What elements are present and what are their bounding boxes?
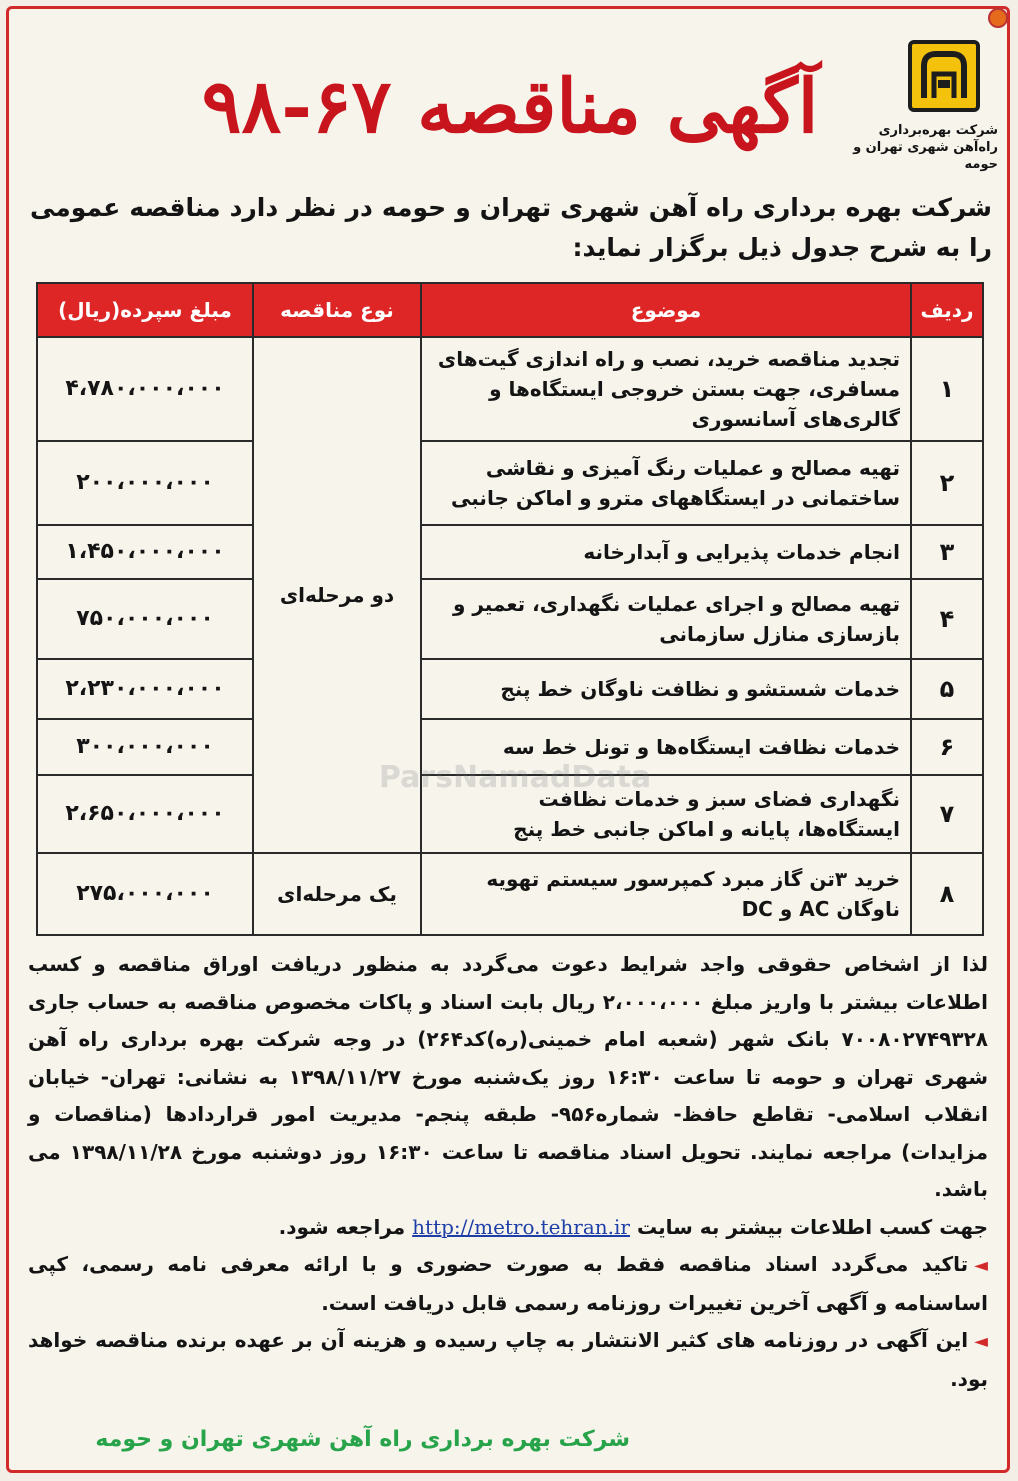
row-number: ۳ (911, 525, 983, 579)
page-title: آگهی مناقصه ۶۷-۹۸ (201, 64, 819, 150)
footer-signature: شرکت بهره برداری راه آهن شهری تهران و حومه (95, 1427, 630, 1452)
row-subject: انجام خدمات پذیرایی و آبدارخانه (421, 525, 911, 579)
watermark: ParsNamadData (378, 760, 652, 795)
row-subject: خرید ۳تن گاز مبرد کمپرسور سیستم تهویه ناوگان AC و DC (421, 853, 911, 935)
row-number: ۸ (911, 853, 983, 935)
table-row (37, 719, 983, 775)
table-row (37, 525, 983, 579)
row-number: ۴ (911, 579, 983, 659)
note-2-text: این آگهی در روزنامه های کثیر الانتشار به چاپ رسیده و هزینه آن بر عهده برنده مناقصه خواهد بود. (28, 1328, 988, 1391)
note-2 (28, 1322, 988, 1398)
row-subject: تجدید مناقصه خرید، نصب و راه اندازی گیت‌های مسافری، جهت بستن خروجی ایستگاه‌ها و گالری‌های آسانسوری (421, 337, 911, 441)
bullet-arrow-icon: ◄ (974, 1255, 988, 1276)
row-number: ۱ (911, 337, 983, 441)
row-subject: تهیه مصالح و اجرای عملیات نگهداری، تعمیر و بازسازی منازل سازمانی (421, 579, 911, 659)
row-deposit: ۲،۲۳۰،۰۰۰،۰۰۰ (37, 659, 253, 719)
logo-company-name (828, 122, 998, 173)
note-1 (28, 1246, 988, 1322)
body-text (28, 946, 988, 1398)
row-number: ۶ (911, 719, 983, 775)
logo-company-line1: شرکت بهره‌برداری (878, 123, 998, 138)
header-row-number: ردیف (911, 283, 983, 337)
corner-dot-icon (988, 8, 1008, 28)
row-deposit: ۲۰۰،۰۰۰،۰۰۰ (37, 441, 253, 525)
intro-text: شرکت بهره برداری راه آهن شهری تهران و حومه در نظر دارد مناقصه عمومی را به شرح جدول ذیل برگزار نماید: (30, 193, 992, 262)
row-subject: خدمات نظافت ایستگاه‌ها و تونل خط سه (421, 719, 911, 775)
row-number: ۷ (911, 775, 983, 853)
row-number: ۲ (911, 441, 983, 525)
table-header-row (37, 283, 983, 337)
table-row (37, 775, 983, 853)
header-deposit: مبلغ سپرده(ریال) (37, 283, 253, 337)
row-deposit: ۳۰۰،۰۰۰،۰۰۰ (37, 719, 253, 775)
body-paragraph: لذا از اشخاص حقوقی واجد شرایط دعوت می‌گردد به منظور دریافت اوراق مناقصه و کسب اطلاعات بیشتر با واریز مبلغ ۲،۰۰۰،۰۰۰ ریال بابت اسناد و پاکات مخصوص مناقصه به حساب جاری ۷۰۰۸۰۲۷۴۹۳۲۸ بانک شهر (شعبه امام خمینی(ره)کد۲۶۴) در وجه شرکت بهره برداری راه آهن شهری تهران و حومه تا ساعت ۱۶:۳۰ روز یک‌شنبه مورخ ۱۳۹۸/۱۱/۲۷ به نشانی: تهران- خیابان انقلاب اسلامی- تقاطع حافظ- شماره۹۵۶- طبقه پنجم- مدیریت امور قراردادها (مناقصات و مزایدات) مراجعه نمایند. تحویل اسناد مناقصه تا ساعت ۱۶:۳۰ روز دوشنبه مورخ ۱۳۹۸/۱۱/۲۸ می باشد. (28, 952, 989, 1201)
metro-logo-icon (908, 40, 980, 112)
table-row (37, 579, 983, 659)
header-type: نوع مناقصه (253, 283, 421, 337)
row-deposit: ۴،۷۸۰،۰۰۰،۰۰۰ (37, 337, 253, 441)
logo-company-line2: راه‌آهن شهری تهران و حومه (853, 140, 998, 172)
row-deposit: ۷۵۰،۰۰۰،۰۰۰ (37, 579, 253, 659)
header-subject: موضوع (421, 283, 911, 337)
table-row (37, 853, 983, 935)
row-deposit: ۱،۴۵۰،۰۰۰،۰۰۰ (37, 525, 253, 579)
row-subject: تهیه مصالح و عملیات رنگ آمیزی و نقاشی ساختمانی در ایستگاههای مترو و اماکن جانبی (421, 441, 911, 525)
header (20, 30, 998, 175)
site-prefix: جهت کسب اطلاعات بیشتر به سایت (636, 1214, 988, 1239)
row-type-two-stage: دو مرحله‌ای (253, 337, 421, 853)
row-type-one-stage: یک مرحله‌ای (253, 853, 421, 935)
tender-table (36, 282, 984, 936)
row-number: ۵ (911, 659, 983, 719)
row-subject: نگهداری فضای سبز و خدمات نظافت ایستگاه‌ها، پایانه و اماکن جانبی خط پنج (421, 775, 911, 853)
table-row (37, 337, 983, 441)
row-deposit: ۲،۶۵۰،۰۰۰،۰۰۰ (37, 775, 253, 853)
site-suffix: مراجعه شود. (278, 1214, 406, 1239)
row-deposit: ۲۷۵،۰۰۰،۰۰۰ (37, 853, 253, 935)
table-row (37, 441, 983, 525)
row-subject: خدمات شستشو و نظافت ناوگان خط پنج (421, 659, 911, 719)
site-line (28, 1209, 988, 1247)
table-row (37, 659, 983, 719)
note-1-text: تاکید می‌گردد اسناد مناقصه فقط به صورت حضوری و با ارائه معرفی نامه رسمی، کپی اساسنامه و آگهی آخرین تغییرات روزنامه رسمی قابل دریافت است. (28, 1252, 988, 1315)
site-link[interactable]: http://metro.tehran.ir (412, 1214, 630, 1239)
bullet-arrow-icon: ◄ (974, 1331, 988, 1352)
